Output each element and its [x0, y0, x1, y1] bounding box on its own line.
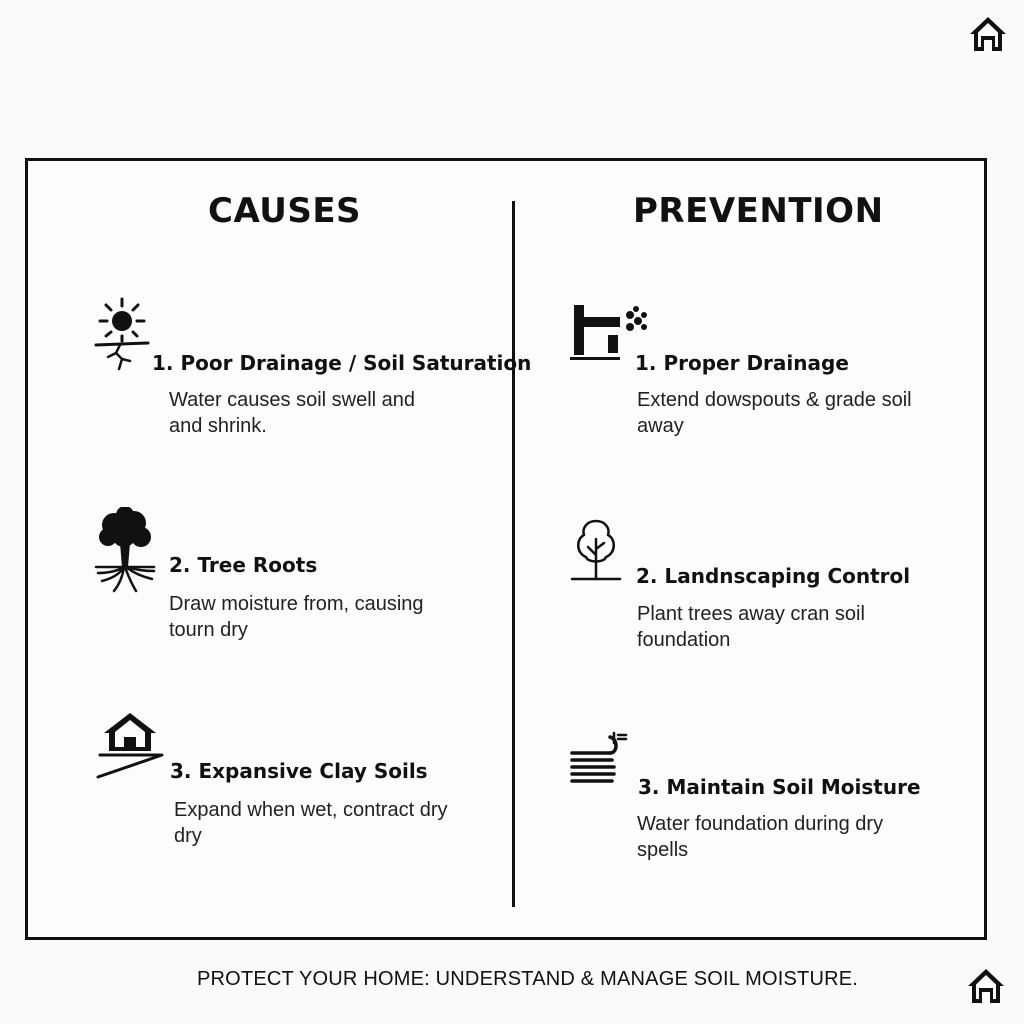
- cause-1-desc: Water causes soil swell and and shrink.: [169, 389, 416, 437]
- prevention-2-desc: Plant trees away cran soil foundation: [637, 603, 865, 651]
- cause-2-title: 2. Tree Roots: [169, 553, 318, 577]
- home-icon[interactable]: [966, 966, 1006, 1006]
- diagram-panel: [25, 158, 987, 940]
- cause-3-desc: Expand when wet, contract dry dry: [174, 799, 448, 847]
- tree-icon: [568, 517, 624, 587]
- cause-3-title: 3. Expansive Clay Soils: [170, 759, 428, 783]
- tree-roots-icon: [94, 507, 156, 595]
- causes-heading: CAUSES: [208, 191, 362, 231]
- house-on-slope-icon: [94, 711, 166, 779]
- cause-1-title: 1. Poor Drainage / Soil Saturation: [152, 351, 532, 375]
- hose-icon: [566, 729, 632, 795]
- sun-cracked-ground-icon: [92, 295, 152, 375]
- home-icon[interactable]: [968, 14, 1008, 54]
- prevention-1-title: 1. Proper Drainage: [635, 351, 849, 375]
- prevention-heading: PREVENTION: [633, 191, 884, 231]
- prevention-3-desc: Water foundation during dry spells: [637, 813, 884, 861]
- column-divider: [512, 201, 515, 907]
- prevention-2-title: 2. Landnscaping Control: [636, 564, 911, 588]
- cause-2-desc: Draw moisture from, causing tourn dry: [169, 593, 424, 641]
- prevention-3-title: 3. Maintain Soil Moisture: [638, 775, 921, 799]
- footer-tagline: PROTECT YOUR HOME: UNDERSTAND & MANAGE SOIL MOISTURE.: [197, 968, 859, 990]
- prevention-1-desc: Extend dowspouts & grade soil away: [637, 389, 912, 437]
